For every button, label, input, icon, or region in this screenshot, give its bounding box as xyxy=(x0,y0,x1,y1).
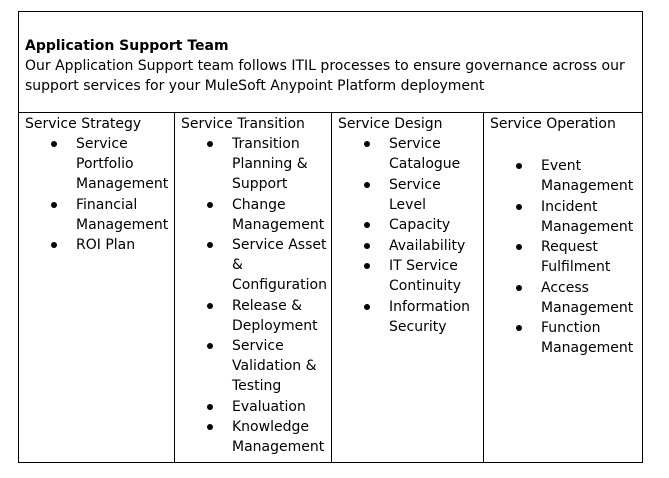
list-item-text: Change Management xyxy=(232,196,325,233)
bullet-icon xyxy=(364,141,370,147)
list-item xyxy=(175,417,330,457)
list-item-text: Service Level xyxy=(389,176,441,213)
list-item-text: Financial Management xyxy=(76,196,169,233)
header-cell xyxy=(19,12,642,113)
list-item-text: Service Validation & Testing xyxy=(232,338,317,394)
bullet-icon xyxy=(207,404,213,410)
bullet-icon xyxy=(364,222,370,228)
list-item xyxy=(484,278,640,318)
list-item-text: Service Portfolio Management xyxy=(76,136,169,192)
bullet-icon xyxy=(516,163,522,169)
list-item-text: Release & Deployment xyxy=(232,297,318,334)
list-item-text: ROI Plan xyxy=(76,237,136,253)
bullet-icon xyxy=(207,242,213,248)
itil-table xyxy=(18,11,643,463)
list-item xyxy=(484,156,640,196)
list-item xyxy=(332,236,482,256)
list-item-text: Function Management xyxy=(541,320,634,356)
list-item-text: Information Security xyxy=(389,298,471,335)
list-item-text: Knowledge Management xyxy=(232,419,325,455)
bullet-icon xyxy=(516,325,522,331)
list-item xyxy=(484,318,640,358)
list-item-text: Availability xyxy=(389,237,466,254)
bullet-icon xyxy=(364,243,370,249)
bullet-icon xyxy=(364,263,370,269)
list-item-text: Request Fulfilment xyxy=(541,239,611,275)
list-item-text: Service Asset & Configuration xyxy=(232,237,327,293)
header-description: Our Application Support team follows ITIL processes to ensure governance across our support services for your MuleSoft Anypoint Platform deployment xyxy=(25,58,625,94)
list-item xyxy=(332,256,482,296)
bullet-list xyxy=(19,134,169,256)
list-item-text: Service Catalogue xyxy=(389,136,461,172)
header-title: Application Support Team xyxy=(25,38,229,54)
list-item xyxy=(19,134,169,194)
column-title: Service Operation xyxy=(490,116,616,132)
list-item xyxy=(484,237,640,277)
list-item xyxy=(484,197,640,237)
list-item xyxy=(19,235,169,255)
column-service-operation xyxy=(484,113,642,462)
column-title: Service Strategy xyxy=(25,116,142,132)
bullet-icon xyxy=(207,303,213,309)
list-item xyxy=(175,336,330,396)
list-item xyxy=(332,175,482,215)
list-item xyxy=(175,134,330,194)
bullet-list xyxy=(175,134,330,458)
bullet-icon xyxy=(207,141,213,147)
list-item xyxy=(19,195,169,235)
bullet-icon xyxy=(51,202,57,208)
column-service-transition xyxy=(175,113,332,462)
bullet-icon xyxy=(51,141,57,147)
bullet-icon xyxy=(207,424,213,430)
bullet-icon xyxy=(207,202,213,208)
list-item-text: Evaluation xyxy=(232,398,306,415)
bullet-icon xyxy=(51,242,57,248)
list-item xyxy=(175,296,330,336)
list-item xyxy=(175,235,330,295)
column-service-design xyxy=(332,113,484,462)
bullet-icon xyxy=(207,343,213,349)
bullet-list xyxy=(332,134,482,337)
list-item-text: Incident Management xyxy=(541,198,634,235)
list-item-text: IT Service Continuity xyxy=(389,258,462,294)
list-item xyxy=(175,195,330,235)
list-item xyxy=(175,397,330,417)
list-item xyxy=(332,215,482,235)
list-item-text: Access Management xyxy=(541,279,634,316)
column-title: Service Transition xyxy=(181,116,305,132)
bullet-icon xyxy=(516,285,522,291)
list-item xyxy=(332,134,482,174)
bullet-icon xyxy=(364,182,370,188)
column-service-strategy xyxy=(19,113,175,462)
bullet-icon xyxy=(516,204,522,210)
list-item-text: Transition Planning & Support xyxy=(232,136,308,192)
bullet-icon xyxy=(364,304,370,310)
list-item-text: Event Management xyxy=(541,158,634,194)
list-item-text: Capacity xyxy=(389,217,451,233)
bullet-icon xyxy=(516,244,522,250)
bullet-list xyxy=(484,156,640,359)
list-item xyxy=(332,297,482,337)
column-title: Service Design xyxy=(338,116,443,132)
